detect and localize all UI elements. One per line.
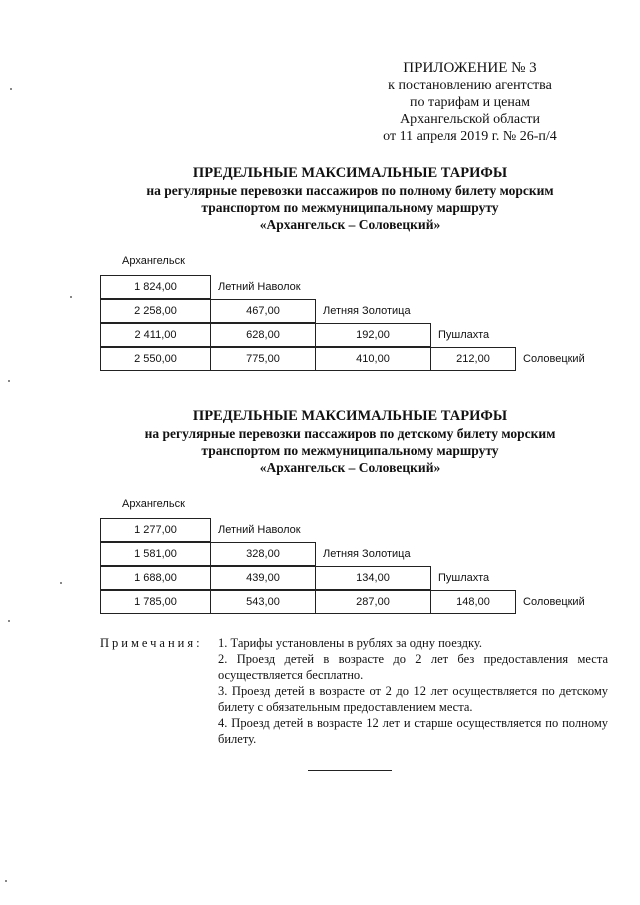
appendix-title: ПРИЛОЖЕНИЕ № 3 (403, 60, 537, 76)
appendix-line: Архангельской области (400, 112, 540, 127)
heading-line: транспортом по межмуниципальному маршруту (201, 200, 499, 215)
tariff-cell: 543,00 (210, 590, 315, 614)
tariff-cell: 1 581,00 (100, 542, 210, 566)
note-item: 3. Проезд детей в возрасте от 2 до 12 лет осуществляется по детскому билету с обязательным предоставлением места. (218, 684, 608, 714)
heading-line: транспортом по межмуниципальному маршруту (201, 443, 499, 458)
stop-label: Соловецкий (523, 596, 585, 608)
tariff-cell: 775,00 (210, 347, 315, 371)
stop-label: Летний Наволок (218, 524, 301, 536)
appendix-header (330, 60, 610, 145)
stop-label: Летний Наволок (218, 281, 301, 293)
tariff-cell: 2 411,00 (100, 323, 210, 347)
grid-line (430, 566, 431, 590)
heading-line: «Архангельск – Соловецкий» (259, 460, 441, 475)
section-full-heading (80, 165, 620, 233)
grid-line (515, 590, 516, 614)
tariff-cell: 1 277,00 (100, 518, 210, 542)
stop-label: Летняя Золотица (323, 305, 411, 317)
scan-mark (10, 88, 12, 90)
grid-line (515, 347, 516, 371)
stop-label: Соловецкий (523, 353, 585, 365)
tariff-cell: 467,00 (210, 299, 315, 323)
tariff-cell: 439,00 (210, 566, 315, 590)
section-child-heading (80, 408, 620, 476)
grid-line (315, 542, 316, 566)
tariff-cell: 287,00 (315, 590, 430, 614)
appendix-line: к постановлению агентства (388, 78, 552, 93)
grid-line (210, 275, 211, 299)
notes-label: Примечания: (100, 636, 203, 650)
tariff-cell: 212,00 (430, 347, 515, 371)
tariff-cell: 192,00 (315, 323, 430, 347)
heading-line: «Архангельск – Соловецкий» (259, 217, 441, 232)
tariff-cell: 1 824,00 (100, 275, 210, 299)
scan-mark (70, 296, 72, 298)
note-item: 2. Проезд детей в возрасте до 2 лет без предоставления места осуществляется бесплатно. (218, 652, 608, 682)
tariff-cell: 1 688,00 (100, 566, 210, 590)
grid-line (430, 323, 431, 347)
tariff-cell: 1 785,00 (100, 590, 210, 614)
appendix-line: по тарифам и ценам (410, 95, 530, 110)
tariff-cell: 2 258,00 (100, 299, 210, 323)
tariff-cell: 134,00 (315, 566, 430, 590)
heading-line: ПРЕДЕЛЬНЫЕ МАКСИМАЛЬНЫЕ ТАРИФЫ (192, 408, 508, 424)
stop-label: Летняя Золотица (323, 548, 411, 560)
corner-label: Архангельск (122, 255, 185, 267)
heading-line: на регулярные перевозки пассажиров по полному билету морским (146, 183, 554, 198)
grid-line (315, 299, 316, 323)
appendix-line: от 11 апреля 2019 г. № 26-п/4 (383, 129, 557, 144)
tariff-cell: 148,00 (430, 590, 515, 614)
scan-mark (5, 880, 7, 882)
tariff-cell: 2 550,00 (100, 347, 210, 371)
tariff-cell: 628,00 (210, 323, 315, 347)
tariff-cell: 328,00 (210, 542, 315, 566)
scan-mark (8, 380, 10, 382)
scan-mark (8, 620, 10, 622)
end-divider (308, 770, 392, 771)
grid-line (210, 518, 211, 542)
heading-line: на регулярные перевозки пассажиров по детскому билету морским (144, 426, 556, 441)
note-item: 1. Тарифы установлены в рублях за одну поездку. (218, 636, 482, 650)
scan-mark (60, 582, 62, 584)
corner-label: Архангельск (122, 498, 185, 510)
stop-label: Пушлахта (438, 329, 490, 341)
heading-line: ПРЕДЕЛЬНЫЕ МАКСИМАЛЬНЫЕ ТАРИФЫ (192, 165, 508, 181)
tariff-cell: 410,00 (315, 347, 430, 371)
stop-label: Пушлахта (438, 572, 490, 584)
notes-list (218, 635, 608, 747)
note-item: 4. Проезд детей в возрасте 12 лет и старше осуществляется по полному билету. (218, 716, 608, 746)
